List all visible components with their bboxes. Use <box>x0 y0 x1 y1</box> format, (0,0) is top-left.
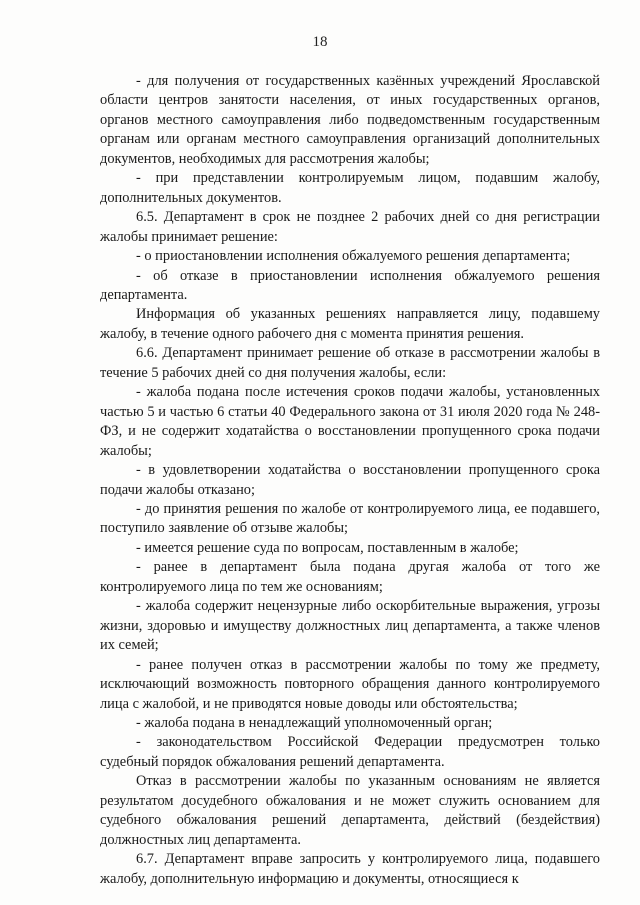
paragraph: - жалоба содержит нецензурные либо оскорбительные выражения, угрозы жизни, здоровью и имуществу должностных лиц департамента, а также членов их семей; <box>100 598 600 654</box>
paragraph: - ранее в департамент была подана другая жалоба от того же контролируемого лица по тем же основаниям; <box>100 559 600 595</box>
paragraph: - жалоба подана в ненадлежащий уполномоченный орган; <box>136 714 493 731</box>
paragraph: 6.6. Департамент принимает решение об отказе в рассмотрении жалобы в течение 5 рабочих дней со дня получения жалобы, если: <box>100 345 600 381</box>
paragraph: - до принятия решения по жалобе от контролируемого лица, ее подавшего, поступило заявление об отзыве жалобы; <box>100 500 600 537</box>
paragraph: - жалоба подана после истечения сроков подачи жалобы, установленных частью 5 и частью 6 статьи 40 Федерального закона от 31 июля 2020 года № 248-ФЗ, и не содержит ходатайства о восстановлении пропущенного срока подачи жалобы; <box>100 384 600 459</box>
paragraph: Информация об указанных решениях направляется лицу, подавшему жалобу, в течение одного рабочего дня с момента принятия решения. <box>100 306 600 342</box>
paragraph: - ранее получен отказ в рассмотрении жалобы по тому же предмету, исключающий возможность повторного обращения данного контролируемого лица с жалобой, и не приводятся новые доводы или обстоятельства; <box>100 656 600 712</box>
paragraph: - законодательством Российской Федерации предусмотрен только судебный порядок обжалования решений департамента. <box>100 734 600 770</box>
document-body <box>100 72 600 889</box>
paragraph: - в удовлетворении ходатайства о восстановлении пропущенного срока подачи жалобы отказано; <box>100 462 600 498</box>
paragraph: 6.7. Департамент вправе запросить у контролируемого лица, подавшего жалобу, дополнительную информацию и документы, относящиеся к <box>100 851 600 887</box>
page-number: 18 <box>312 34 328 50</box>
paragraph: - о приостановлении исполнения обжалуемого решения департамента; <box>136 248 571 265</box>
paragraph: - об отказе в приостановлении исполнения обжалуемого решения департамента. <box>100 267 600 303</box>
paragraph: - для получения от государственных казённых учреждений Ярославской области центров занятости населения, от иных государственных органов, органов местного самоуправления либо подведомственным государственным органам или органам местного самоуправления организаций дополнительных документов, необходимых для рассмотрения жалобы; <box>100 73 600 167</box>
paragraph: Отказ в рассмотрении жалобы по указанным основаниям не является результатом досудебного обжалования и не может служить основанием для судебного обжалования решений департамента, действий (бездействия) должностных лиц департамента. <box>100 773 600 848</box>
paragraph: - имеется решение суда по вопросам, поставленным в жалобе; <box>136 539 519 556</box>
paragraph: - при представлении контролируемым лицом, подавшим жалобу, дополнительных документов. <box>100 170 600 206</box>
paragraph: 6.5. Департамент в срок не позднее 2 рабочих дней со дня регистрации жалобы принимает решение: <box>100 209 600 245</box>
